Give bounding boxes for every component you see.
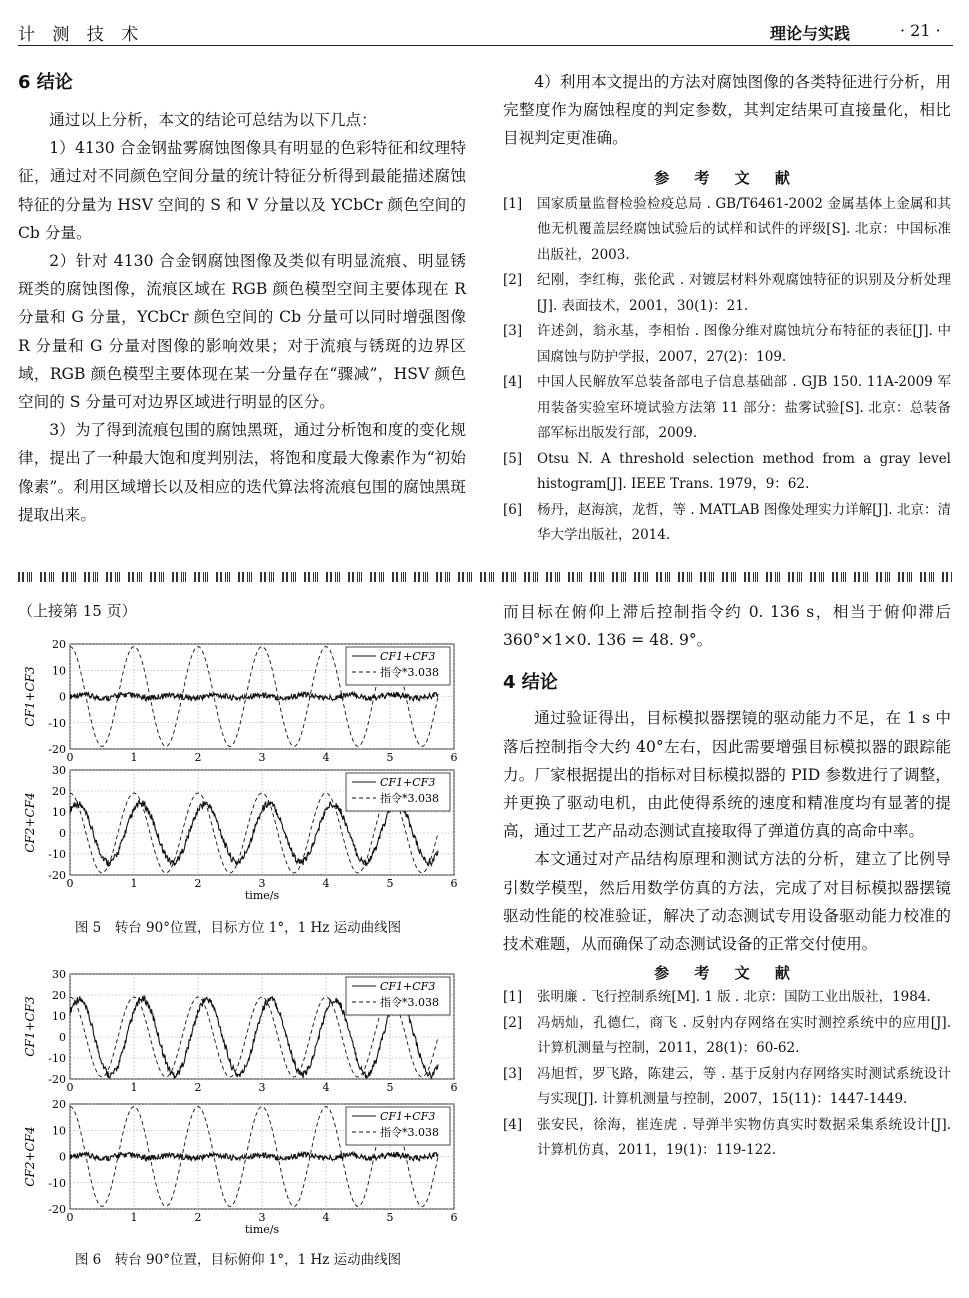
reference-text: 张明廉 . 飞行控制系统[M]. 1 版 . 北京：国防工业出版社，1984. xyxy=(537,989,931,1006)
x-tick-label: 3 xyxy=(258,751,266,764)
y-tick-label: 10 xyxy=(52,1010,66,1023)
reference-text: Otsu N. A threshold selection method from a gray level histogram[J]. IEEE Trans. 1979，9：62. xyxy=(537,450,951,493)
paragraph: 本文通过对产品结构原理和测试方法的分析，建立了比例导引数学模型，然后用数学仿真的方法，完成了对目标模拟器摆镜驱动性能的校准验证，解决了动态测试专用设备驱动能力校准的技术难题，从而确保了动态测试设备的正常交付使用。 xyxy=(503,850,951,954)
reference-number: [5] xyxy=(503,450,523,467)
x-tick-label: 1 xyxy=(130,1081,138,1094)
reference-number: [1] xyxy=(503,195,523,212)
reference-item xyxy=(503,192,951,269)
fig5-top-plot xyxy=(23,638,458,764)
legend-label: 指令*3.038 xyxy=(380,996,439,1009)
y-tick-label: -20 xyxy=(48,869,66,882)
fig5-bottom-plot xyxy=(23,764,458,902)
y-axis-label: CF1+CF3 xyxy=(23,666,37,727)
x-axis-label: time/s xyxy=(244,889,280,902)
y-axis-label: CF2+CF4 xyxy=(23,1126,37,1187)
x-tick-label: 6 xyxy=(450,1081,458,1094)
reference-number: [2] xyxy=(503,1014,523,1031)
journal-name: 计 测 技 术 xyxy=(18,25,145,45)
y-tick-label: -10 xyxy=(48,716,66,730)
paragraph: 通过以上分析，本文的结论可总结为以下几点： xyxy=(49,111,377,129)
y-tick-label: 0 xyxy=(59,1150,66,1164)
x-tick-label: 4 xyxy=(322,1081,330,1094)
reference-item xyxy=(503,1062,951,1113)
paragraph: 通过验证得出，目标模拟器摆镜的驱动能力不足，在 1 s 中落后控制指令大约 40°左右，因此需要增强目标模拟器的跟踪能力。厂家根据提出的指标对目标模拟器的 PID 参数进行了调整，并更换了驱动电机，由此使得系统的速度和精准度均有显著的提高，通过工艺产品动态测试直接取得了弹道仿真的高命中率。 xyxy=(503,709,951,841)
legend-label: CF1+CF3 xyxy=(380,776,436,789)
reference-list xyxy=(503,985,951,1164)
paragraph: 2）针对 4130 合金钢腐蚀图像及类似有明显流痕、明显锈斑类的腐蚀图像，流痕区域在 RGB 颜色模型空间主要体现在 R 分量和 G 分量，YCbCr 颜色空间的 Cb 分量可以同时增强图像 R 分量和 G 分量对图像的影响效果；对于流痕与锈斑的边界区域，RGB 颜色模型主要体现在某一分量存在“骤减”，HSV 颜色空间的 S 分量可对边界区域进行明显的区分。 xyxy=(18,252,466,412)
reference-number: [4] xyxy=(503,374,523,391)
y-axis-label: CF2+CF4 xyxy=(23,792,37,853)
references-heading: 参 考 文 献 xyxy=(654,964,800,983)
x-tick-label: 5 xyxy=(386,751,394,764)
legend-label: 指令*3.038 xyxy=(380,666,439,679)
legend-label: 指令*3.038 xyxy=(380,792,439,805)
header-rule xyxy=(18,45,953,46)
figure-6-caption: 图 6 转台 90°位置，目标俯仰 1°，1 Hz 运动曲线图 xyxy=(74,1252,402,1268)
x-tick-label: 0 xyxy=(66,1211,74,1224)
x-tick-label: 5 xyxy=(386,1211,394,1224)
x-tick-label: 5 xyxy=(386,1081,394,1094)
y-tick-label: -20 xyxy=(48,743,66,756)
figure-5-caption: 图 5 转台 90°位置，目标方位 1°，1 Hz 运动曲线图 xyxy=(74,920,402,936)
y-tick-label: -20 xyxy=(48,1073,66,1086)
page-number: · 21 · xyxy=(900,21,941,40)
legend-label: CF1+CF3 xyxy=(380,650,436,663)
y-axis-label: CF1+CF3 xyxy=(23,996,37,1057)
reference-number: [6] xyxy=(503,501,523,518)
y-tick-label: -20 xyxy=(48,1203,66,1216)
x-tick-label: 1 xyxy=(130,1211,138,1224)
reference-number: [3] xyxy=(503,323,523,340)
y-tick-label: 0 xyxy=(59,690,66,704)
section-heading: 6 结论 xyxy=(18,72,73,93)
reference-text: 冯炳灿，孔德仁，商飞 . 反射内存网络在实时测控系统中的应用[J]. 计算机测量与控制，2011，28(1)：60-62. xyxy=(537,1014,951,1057)
x-tick-label: 1 xyxy=(130,751,138,764)
y-tick-label: 20 xyxy=(52,785,66,798)
figure-6 xyxy=(18,962,458,1234)
reference-text: 冯旭哲，罗飞路，陈建云，等 . 基于反射内存网络实时测试系统设计与实现[J]. 计算机测量与控制，2007，15(11)：1447-1449. xyxy=(537,1065,951,1108)
reference-text: 杨丹，赵海滨，龙哲，等 . MATLAB 图像处理实力详解[J]. 北京：清华大学出版社，2014. xyxy=(537,501,951,544)
paragraph: 3）为了得到流痕包围的腐蚀黑斑，通过分析饱和度的变化规律，提出了一种最大饱和度判别法，将饱和度最大像素作为“初始像素”。利用区域增长以及相应的迭代算法将流痕包围的腐蚀黑斑提取出来。 xyxy=(18,421,466,524)
reference-text: 许述剑，翁永基，李相怡 . 图像分维对腐蚀坑分布特征的表征[J]. 中国腐蚀与防护学报，2007，27(2)：109. xyxy=(537,323,951,365)
y-tick-label: 0 xyxy=(59,1031,66,1044)
x-tick-label: 5 xyxy=(386,877,394,890)
reference-item xyxy=(503,319,951,370)
reference-item xyxy=(503,447,951,498)
reference-item xyxy=(503,370,951,447)
column-title: 理论与实践 xyxy=(770,24,851,43)
y-tick-label: 20 xyxy=(52,638,66,651)
paragraph: 而目标在俯仰上滞后控制指令约 0. 136 s，相当于俯仰滞后 360°×1×0. 136 = 48. 9°。 xyxy=(503,603,951,650)
reference-item xyxy=(503,1113,951,1164)
reference-text: 国家质量监督检验检疫总局 . GB/T6461-2002 金属基体上金属和其他无机覆盖层经腐蚀试验后的试样和试件的评级[S]. 北京：中国标准出版社，2003. xyxy=(537,195,951,263)
reference-item xyxy=(503,498,951,549)
y-tick-label: 10 xyxy=(52,1124,66,1138)
y-tick-label: -10 xyxy=(48,848,66,861)
right-top-column xyxy=(503,68,951,549)
section-separator xyxy=(18,572,953,582)
reference-item xyxy=(503,268,951,319)
fig6-top-plot xyxy=(23,968,458,1094)
legend-label: CF1+CF3 xyxy=(380,980,436,993)
x-tick-label: 0 xyxy=(66,751,74,764)
x-tick-label: 2 xyxy=(194,1081,202,1094)
reference-item xyxy=(503,985,951,1011)
x-tick-label: 0 xyxy=(66,877,74,890)
fig6-bottom-plot xyxy=(23,1098,458,1234)
references-heading: 参 考 文 献 xyxy=(654,168,800,187)
reference-text: 中国人民解放军总装备部电子信息基础部 . GJB 150. 11A-2009 军用装备实验室环境试验方法第 11 部分：盐雾试验[S]. 北京：总装备部军标出版发行部，2009. xyxy=(537,374,951,442)
x-tick-label: 6 xyxy=(450,877,458,890)
paragraph: 1）4130 合金钢盐雾腐蚀图像具有明显的色彩特征和纹理特征，通过对不同颜色空间分量的统计特征分析得到最能描述腐蚀特征的分量为 HSV 空间的 S 和 V 分量以及 YCbCr 颜色空间的 Cb 分量。 xyxy=(18,139,466,242)
y-tick-label: -10 xyxy=(48,1052,66,1065)
reference-list xyxy=(503,192,951,549)
x-tick-label: 3 xyxy=(258,1081,266,1094)
x-tick-label: 2 xyxy=(194,877,202,890)
reference-text: 张安民，徐海，崔连虎 . 导弹半实物仿真实时数据采集系统设计[J]. 计算机仿真，2011，19(1)：119-122. xyxy=(537,1116,951,1159)
reference-text: 纪刚，李红梅，张伦武 . 对镀层材料外观腐蚀特征的识别及分析处理[J]. 表面技术，2001，30(1)：21. xyxy=(537,272,951,314)
x-tick-label: 4 xyxy=(322,1211,330,1224)
reference-number: [3] xyxy=(503,1065,523,1082)
y-tick-label: 20 xyxy=(52,989,66,1002)
paragraph: 4）利用本文提出的方法对腐蚀图像的各类特征进行分析，用完整度作为腐蚀程度的判定参数，其判定结果可直接量化，相比目视判定更准确。 xyxy=(503,73,951,148)
y-tick-label: 30 xyxy=(52,968,66,981)
y-tick-label: 20 xyxy=(52,1098,66,1111)
left-top-column xyxy=(18,68,466,529)
y-tick-label: -10 xyxy=(48,1176,66,1190)
legend-label: CF1+CF3 xyxy=(380,1110,436,1123)
figure-5 xyxy=(18,632,458,902)
reference-number: [4] xyxy=(503,1116,523,1133)
continued-label: （上接第 15 页） xyxy=(18,602,137,620)
x-tick-label: 3 xyxy=(258,877,266,890)
x-tick-label: 6 xyxy=(450,751,458,764)
section-heading: 4 结论 xyxy=(503,672,558,694)
x-tick-label: 3 xyxy=(258,1211,266,1224)
legend-label: 指令*3.038 xyxy=(380,1126,439,1139)
x-tick-label: 1 xyxy=(130,877,138,890)
reference-number: [1] xyxy=(503,989,523,1006)
y-tick-label: 10 xyxy=(52,664,66,678)
x-tick-label: 2 xyxy=(194,1211,202,1224)
y-tick-label: 10 xyxy=(52,806,66,819)
reference-item xyxy=(503,1011,951,1062)
x-tick-label: 2 xyxy=(194,751,202,764)
continued-note xyxy=(18,600,458,621)
x-axis-label: time/s xyxy=(244,1223,280,1234)
y-tick-label: 0 xyxy=(59,827,66,840)
x-tick-label: 4 xyxy=(322,751,330,764)
x-tick-label: 4 xyxy=(322,877,330,890)
x-tick-label: 0 xyxy=(66,1081,74,1094)
reference-number: [2] xyxy=(503,272,523,289)
right-bottom-column xyxy=(503,598,951,1164)
x-tick-label: 6 xyxy=(450,1211,458,1224)
y-tick-label: 30 xyxy=(52,764,66,777)
